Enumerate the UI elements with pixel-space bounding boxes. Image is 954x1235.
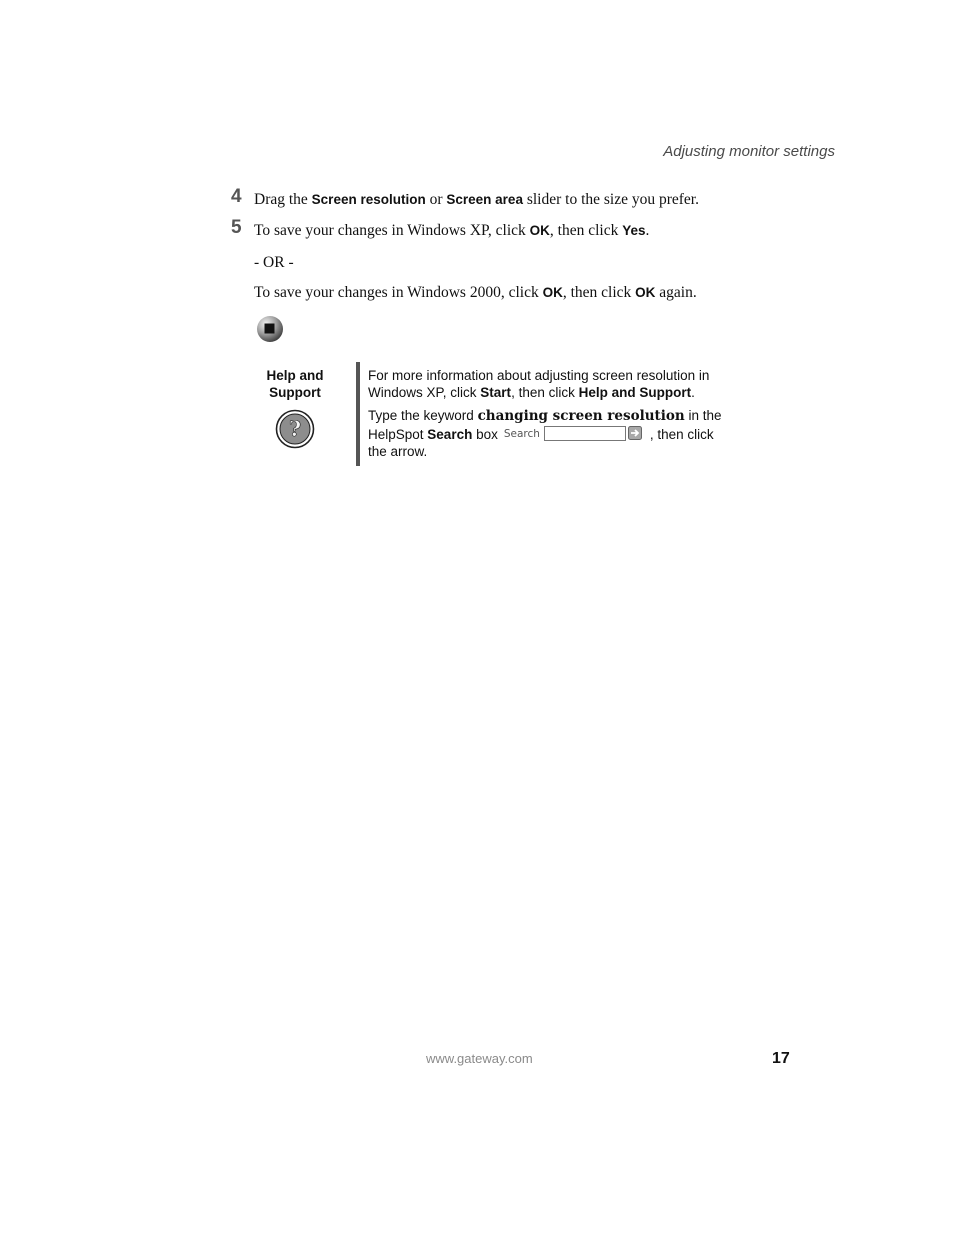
ui-term-ok: OK (542, 285, 563, 300)
section-header: Adjusting monitor settings (663, 143, 835, 160)
footer-url: www.gateway.com (426, 1051, 533, 1066)
step-text-part: . (645, 222, 650, 239)
step-text-part: , then click (549, 222, 623, 239)
or-separator: - OR - (254, 254, 294, 271)
help-divider-bar (356, 362, 360, 466)
help-text-part: box (472, 427, 498, 442)
help-paragraph-1 (368, 367, 730, 401)
step-text-part: or (425, 191, 447, 208)
step-text (254, 190, 699, 210)
step-number: 5 (231, 217, 242, 238)
help-text-part: , then click (511, 385, 579, 400)
help-body (368, 367, 730, 466)
search-label: Search (503, 428, 540, 440)
step-text-part: Drag the (254, 191, 312, 208)
help-text-part: . (691, 385, 695, 400)
ui-term-yes: Yes (622, 223, 646, 238)
step-text-part: To save your changes in Windows 2000, click (254, 284, 543, 301)
ui-term-ok: OK (529, 223, 550, 238)
help-text-part: in the HelpSpot (368, 408, 722, 442)
step-text-part: slider to the size you prefer. (522, 191, 699, 208)
step-text-part: To save your changes in Windows XP, click (254, 222, 530, 239)
help-question-icon (275, 409, 315, 449)
search-box-illustration (502, 425, 650, 442)
page-number: 17 (772, 1050, 790, 1067)
step-number: 4 (231, 186, 242, 207)
search-input (544, 426, 626, 441)
step-text (254, 221, 649, 241)
help-text-part: , then click the arrow. (368, 427, 714, 459)
help-text-part: Type the keyword (368, 408, 478, 423)
ui-term-ok: OK (635, 285, 656, 300)
help-paragraph-2 (368, 407, 730, 460)
ui-term-search: Search (427, 427, 473, 442)
svg-text:?: ? (288, 416, 302, 441)
stop-icon (256, 315, 284, 343)
arrow-right-icon (628, 426, 642, 440)
step-text-part: again. (655, 284, 697, 301)
help-text-part: For more information about adjusting screen resolution in Windows XP, click (368, 368, 710, 400)
step-text-part: , then click (562, 284, 636, 301)
ui-term-screen-area: Screen area (446, 192, 523, 207)
ui-term-screen-resolution: Screen resolution (311, 192, 426, 207)
ui-term-start: Start (480, 385, 512, 400)
alt-step-text (254, 284, 697, 302)
keyword-term: changing screen resolution (477, 408, 685, 424)
ui-term-help-and-support: Help and Support (578, 385, 692, 400)
help-and-support-label: Help and Support (266, 368, 324, 400)
